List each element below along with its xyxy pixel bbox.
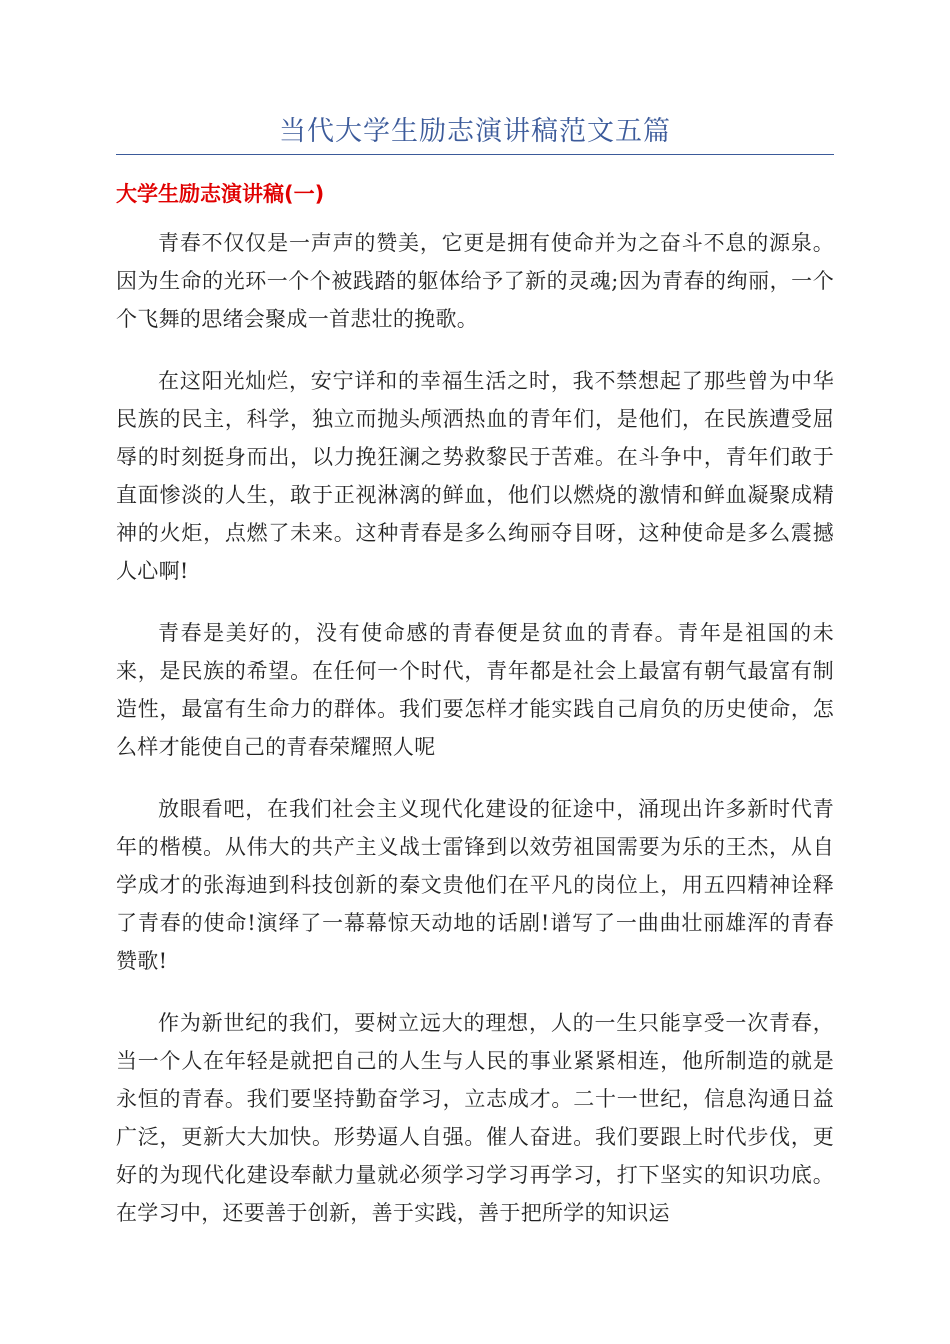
section-heading: 大学生励志演讲稿(一): [116, 182, 325, 206]
paragraph-4: 放眼看吧，在我们社会主义现代化建设的征途中，涌现出许多新时代青年的楷模。从伟大的共产主义战士雷锋到以效劳祖国需要为乐的王杰，从自学成才的张海迪到科技创新的秦文贵他们在平凡的岗位上，用五四精神诠释了青春的使命!演绎了一幕幕惊天动地的话剧!谱写了一曲曲壮丽雄浑的青春赞歌!: [116, 797, 834, 973]
document-title: 当代大学生励志演讲稿范文五篇: [279, 116, 671, 147]
paragraph-1: 青春不仅仅是一声声的赞美，它更是拥有使命并为之奋斗不息的源泉。因为生命的光环一个个被践踏的躯体给予了新的灵魂;因为青春的绚丽，一个个飞舞的思绪会聚成一首悲壮的挽歌。: [116, 231, 834, 331]
paragraph-5: 作为新世纪的我们，要树立远大的理想，人的一生只能享受一次青春，当一个人在年轻是就把自己的人生与人民的事业紧紧相连，他所制造的就是永恒的青春。我们要坚持勤奋学习，立志成才。二十一世纪，信息沟通日益广泛，更新大大加快。形势逼人自强。催人奋进。我们要跟上时代步伐，更好的为现代化建设奉献力量就必须学习学习再学习，打下坚实的知识功底。在学习中，还要善于创新，善于实践，善于把所学的知识运: [116, 1011, 834, 1225]
title-underline: [116, 154, 834, 155]
body-text: [116, 224, 834, 1256]
paragraph-2: 在这阳光灿烂，安宁详和的幸福生活之时，我不禁想起了那些曾为中华民族的民主，科学，独立而抛头颅洒热血的青年们，是他们，在民族遭受屈辱的时刻挺身而出，以力挽狂澜之势救黎民于苦难。在斗争中，青年们敢于直面惨淡的人生，敢于正视淋漓的鲜血，他们以燃烧的激情和鲜血凝聚成精神的火炬，点燃了未来。这种青春是多么绚丽夺目呀，这种使命是多么震撼人心啊!: [116, 369, 834, 583]
paragraph-3: 青春是美好的，没有使命感的青春便是贫血的青春。青年是祖国的未来，是民族的希望。在任何一个时代，青年都是社会上最富有朝气最富有制造性，最富有生命力的群体。我们要怎样才能实践自己肩负的历史使命，怎么样才能使自己的青春荣耀照人呢: [116, 621, 834, 759]
